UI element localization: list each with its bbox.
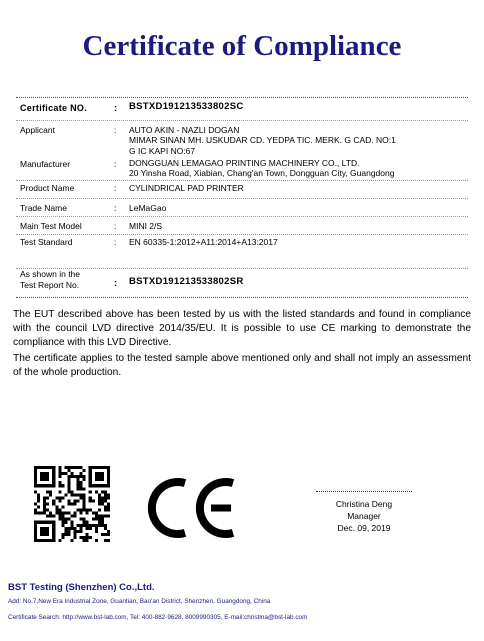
trade-name-value: LeMaGao xyxy=(129,203,167,213)
trade-name-row xyxy=(16,199,468,217)
qr-code-icon xyxy=(34,466,110,542)
report-no-label-line-2: Test Report No. xyxy=(20,280,80,290)
test-standard-row xyxy=(16,235,468,269)
certificate-no-row xyxy=(16,98,468,121)
applicant-line-2: MIMAR SINAN MH. USKUDAR CD. YEDPA TIC. MERK. G CAD. NO:1 xyxy=(129,135,396,146)
applicant-line-1: AUTO AKIN - NAZLI DOGAN xyxy=(129,125,240,135)
applicant-value xyxy=(129,125,396,156)
certificate-no-value: BSTXD191213533802SC xyxy=(129,101,244,112)
product-name-label: Product Name xyxy=(20,183,75,193)
report-no-label xyxy=(20,269,80,291)
compliance-statement: The EUT described above has been tested by us with the listed standards and found in compliance with the council LVD directive 2014/35/EU. It is possible to use CE marking to demonstrate the compliance with this LVD Directive. xyxy=(13,309,471,348)
ce-mark-graphic xyxy=(147,475,237,541)
certificate-no-colon: : xyxy=(114,103,118,114)
test-standard-colon: : xyxy=(114,237,117,247)
report-no-label-line-1: As shown in the xyxy=(20,269,81,279)
trade-name-label: Trade Name xyxy=(20,203,67,213)
main-test-model-row xyxy=(16,217,468,235)
applicant-colon: : xyxy=(114,125,117,135)
product-name-colon: : xyxy=(114,183,117,193)
applicant-row xyxy=(16,124,468,158)
applicant-line-3: G IC KAPI NO:67 xyxy=(129,145,196,156)
main-test-model-colon: : xyxy=(114,221,117,231)
ce-mark-icon xyxy=(147,475,237,541)
certificate-no-label: Certificate NO. xyxy=(20,103,88,113)
product-name-row xyxy=(16,181,468,199)
manufacturer-line-2: 20 Yinsha Road, Xiabian, Chang'an Town, Dongguan City, Guangdong xyxy=(129,168,395,179)
report-no-row xyxy=(16,269,468,297)
main-test-model-label: Main Test Model xyxy=(20,221,82,231)
applicant-label: Applicant xyxy=(20,125,55,135)
report-no-colon: : xyxy=(114,278,118,289)
signature-block xyxy=(316,491,412,534)
product-name-value: CYLINDRICAL PAD PRINTER xyxy=(129,183,244,193)
manufacturer-colon: : xyxy=(114,159,117,169)
test-standard-label: Test Standard xyxy=(20,237,73,247)
footer-company-name: BST Testing (Shenzhen) Co.,Ltd. xyxy=(8,582,155,593)
test-standard-value: EN 60335-1:2012+A11:2014+A13:2017 xyxy=(129,237,278,247)
qr-code-graphic xyxy=(34,466,110,542)
manufacturer-row xyxy=(16,157,468,181)
signatory-name: Christina Deng xyxy=(335,499,393,509)
footer-contact: Certificate Search: http://www.bst-lab.com, Tel: 400-882-9628, 8009990305, E-mail:christina@bst-lab.com xyxy=(8,614,308,621)
trade-name-colon: : xyxy=(114,203,117,213)
main-test-model-value: MINI 2/S xyxy=(129,221,163,231)
manufacturer-label: Manufacturer xyxy=(20,159,71,169)
scope-statement: The certificate applies to the tested sample above mentioned only and shall not imply an assessment of the whole production. xyxy=(13,353,471,378)
signature-date: Dec. 09, 2019 xyxy=(337,523,391,533)
manufacturer-value xyxy=(129,158,394,179)
manufacturer-line-1: DONGGUAN LEMAGAO PRINTING MACHINERY CO., LTD. xyxy=(129,158,360,168)
signatory-title: Manager xyxy=(347,511,381,521)
signature-line xyxy=(316,491,412,492)
report-no-value: BSTXD191213533802SR xyxy=(129,276,244,287)
footer-address: Add: No.7,New Era Industrial Zone, Guantian, Bao'an District, Shenzhen, Guangdong, China xyxy=(8,598,271,605)
certificate-title: Certificate of Compliance xyxy=(82,30,402,62)
certificate-info-table xyxy=(16,97,468,298)
